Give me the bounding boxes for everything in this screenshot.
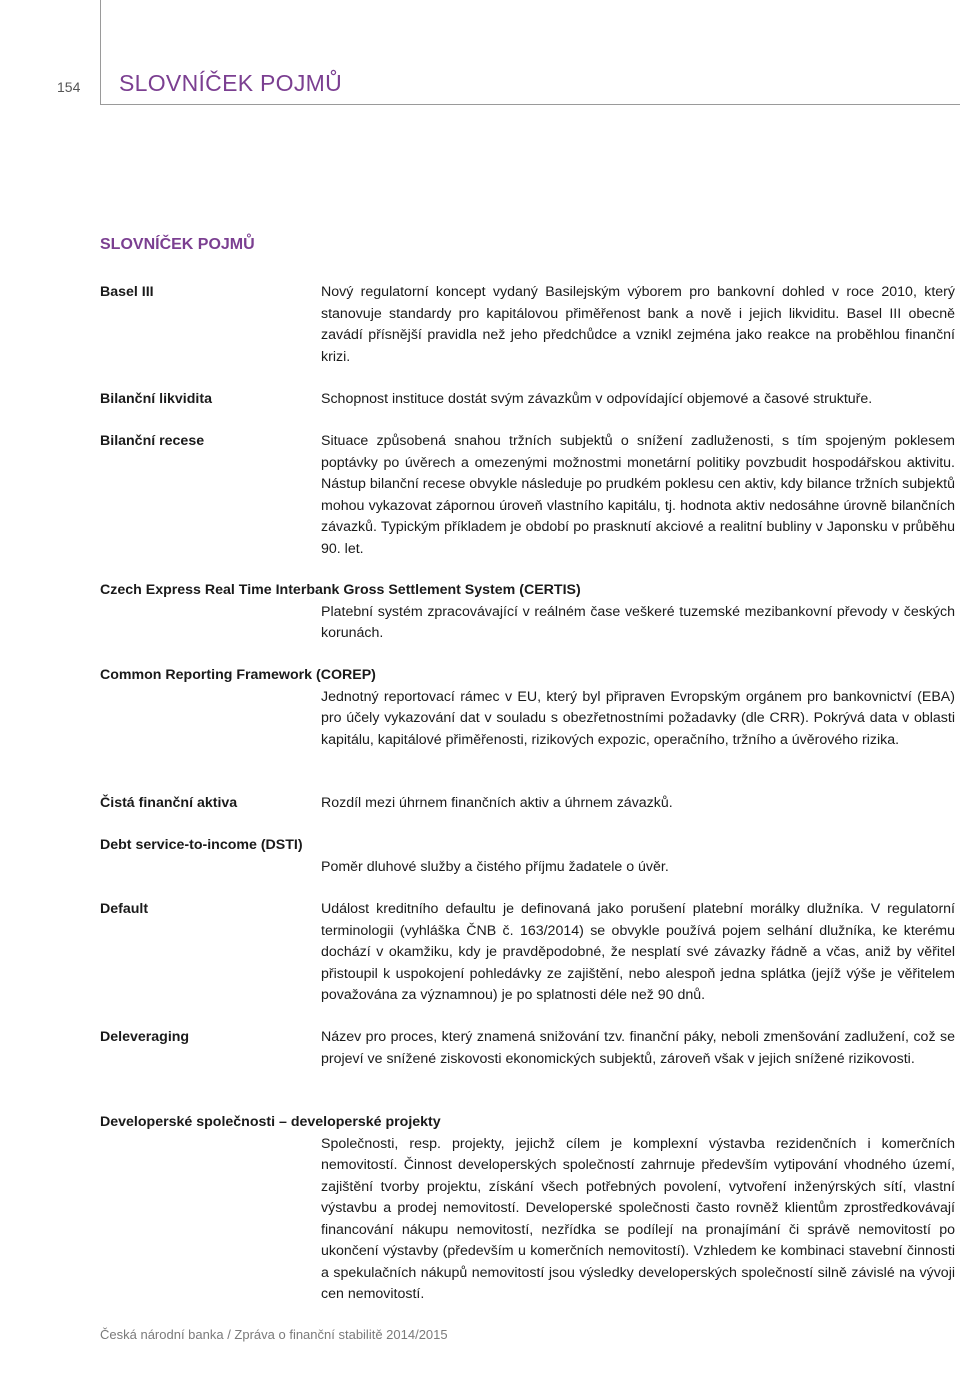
glossary-entry bbox=[100, 580, 955, 645]
glossary-definition: Platební systém zpracovávající v reálném čase veškeré tuzemské mezibankovní převody v českých korunách. bbox=[321, 603, 955, 641]
header-horizontal-rule bbox=[100, 104, 960, 105]
glossary-term: Deleveraging bbox=[100, 1029, 190, 1045]
page-footer: Česká národní banka / Zpráva o finanční stabilitě 2014/2015 bbox=[100, 1327, 448, 1342]
glossary-definition: Jednotný reportovací rámec v EU, který byl připraven Evropským orgánem pro bankovnictví (EBA) pro účely vykazování dat v souladu s obezřetnostními požadavky (dle CRR). Pokrývá data v oblasti kapitálu, kapitálové přiměřenosti, rizikových expozic, operačního, tržního a úvěrového rizika. bbox=[321, 688, 955, 748]
glossary-term: Developerské společnosti – developerské projekty bbox=[100, 1114, 441, 1130]
glossary-entry bbox=[100, 389, 955, 411]
glossary-entry bbox=[100, 665, 955, 751]
glossary-definition: Společnosti, resp. projekty, jejichž cílem je komplexní výstavba rezidenčních i komerčních nemovitostí. Činnost developerských společností zahrnuje především vytipování vhodného území, zajištění tvorby projektu, získání všech potřebných povolení, vytvoření inženýrských sítí, vlastní výstavbu a prodej nemovitostí. Developerské společnosti často rovněž klientům zprostředkovávají financování nákupu nemovitostí, nezřídka se podílejí na pronajímání či správě nemovitostí po ukončení výstavby (především u komerčních nemovitostí). Vzhledem ke kombinaci stavební činnosti a spekulačních nákupů nemovitostí jsou výsledky developerských společností silně závislé na vývoji cen nemovitostí. bbox=[321, 1135, 955, 1302]
glossary-term: Common Reporting Framework (COREP) bbox=[100, 667, 376, 683]
glossary-term: Czech Express Real Time Interbank Gross Settlement System (CERTIS) bbox=[100, 582, 581, 598]
glossary-entry bbox=[100, 793, 955, 815]
glossary-definition: Rozdíl mezi úhrnem finančních aktiv a úhrnem závazků. bbox=[321, 795, 673, 811]
glossary-term: Basel III bbox=[100, 284, 154, 300]
glossary-term: Čistá finanční aktiva bbox=[100, 795, 238, 811]
page-number: 154 bbox=[57, 79, 81, 95]
glossary-entry bbox=[100, 282, 955, 368]
glossary-term: Debt service-to-income (DSTI) bbox=[100, 837, 303, 853]
glossary-entry bbox=[100, 1027, 955, 1070]
glossary-term: Bilanční recese bbox=[100, 433, 205, 449]
glossary-definition: Situace způsobená snahou tržních subjektů o snížení zadluženosti, s tím spojeným poklesem poptávky po úvěrech a omezenými možnostmi monetární politiky povzbudit hospodářskou aktivitu. Nástup bilanční recese obvykle následuje po prudkém poklesu cen aktiv, kdy bilance tržních subjektů mohou vykazovat zápornou úroveň vlastního kapitálu, tj. hodnota aktiv nedosáhne úrovně bilančních závazků. Typickým příkladem je období po prasknutí akciové a realitní bubliny v Japonsku v průběhu 90. let. bbox=[321, 433, 955, 557]
glossary-definition: Schopnost instituce dostát svým závazkům v odpovídající objemové a časové struktuře. bbox=[321, 391, 873, 407]
glossary-definition: Název pro proces, který znamená snižování tzv. finanční páky, neboli zmenšování zadlužení, což se projeví ve snížené ziskovosti ekonomických subjektů, zároveň však v jejich snížené rizikovosti. bbox=[321, 1029, 955, 1067]
header-title: SLOVNÍČEK POJMŮ bbox=[119, 70, 343, 96]
glossary-term: Bilanční likvidita bbox=[100, 391, 212, 407]
glossary-definition: Nový regulatorní koncept vydaný Basilejským výborem pro bankovní dohled v roce 2010, který stanovuje standardy pro kapitálovou přiměřenost bank a nově i jejich likviditu. Basel III obecně zavádí přísnější pravidla než jeho předchůdce a vznikl zejména jako reakce na proběhlou finanční krizi. bbox=[321, 284, 955, 365]
glossary-entry bbox=[100, 899, 955, 1007]
glossary-term: Default bbox=[100, 901, 149, 917]
section-title: SLOVNÍČEK POJMŮ bbox=[100, 236, 255, 253]
header-vertical-rule bbox=[100, 0, 101, 104]
glossary-entry bbox=[100, 1112, 955, 1306]
glossary-entry bbox=[100, 835, 955, 878]
glossary-definition: Poměr dluhové služby a čistého příjmu žadatele o úvěr. bbox=[321, 858, 669, 875]
glossary-definition: Událost kreditního defaultu je definovaná jako porušení platební morálky dlužníka. V regulatorní terminologii (vyhláška ČNB č. 163/2014) se obvykle používá pojem selhání dlužníka, ke kterému dochází v okamžiku, kdy je pravděpodobné, že nesplatí své závazky řádně a včas, aniž by věřitel přistoupil k uspokojení pohledávky ze zajištění, nebo alespoň jedna splátka (jejíž výše je věřitelem považována za významnou) je po splatnosti déle než 90 dnů. bbox=[321, 901, 955, 1003]
glossary-entry bbox=[100, 431, 955, 560]
